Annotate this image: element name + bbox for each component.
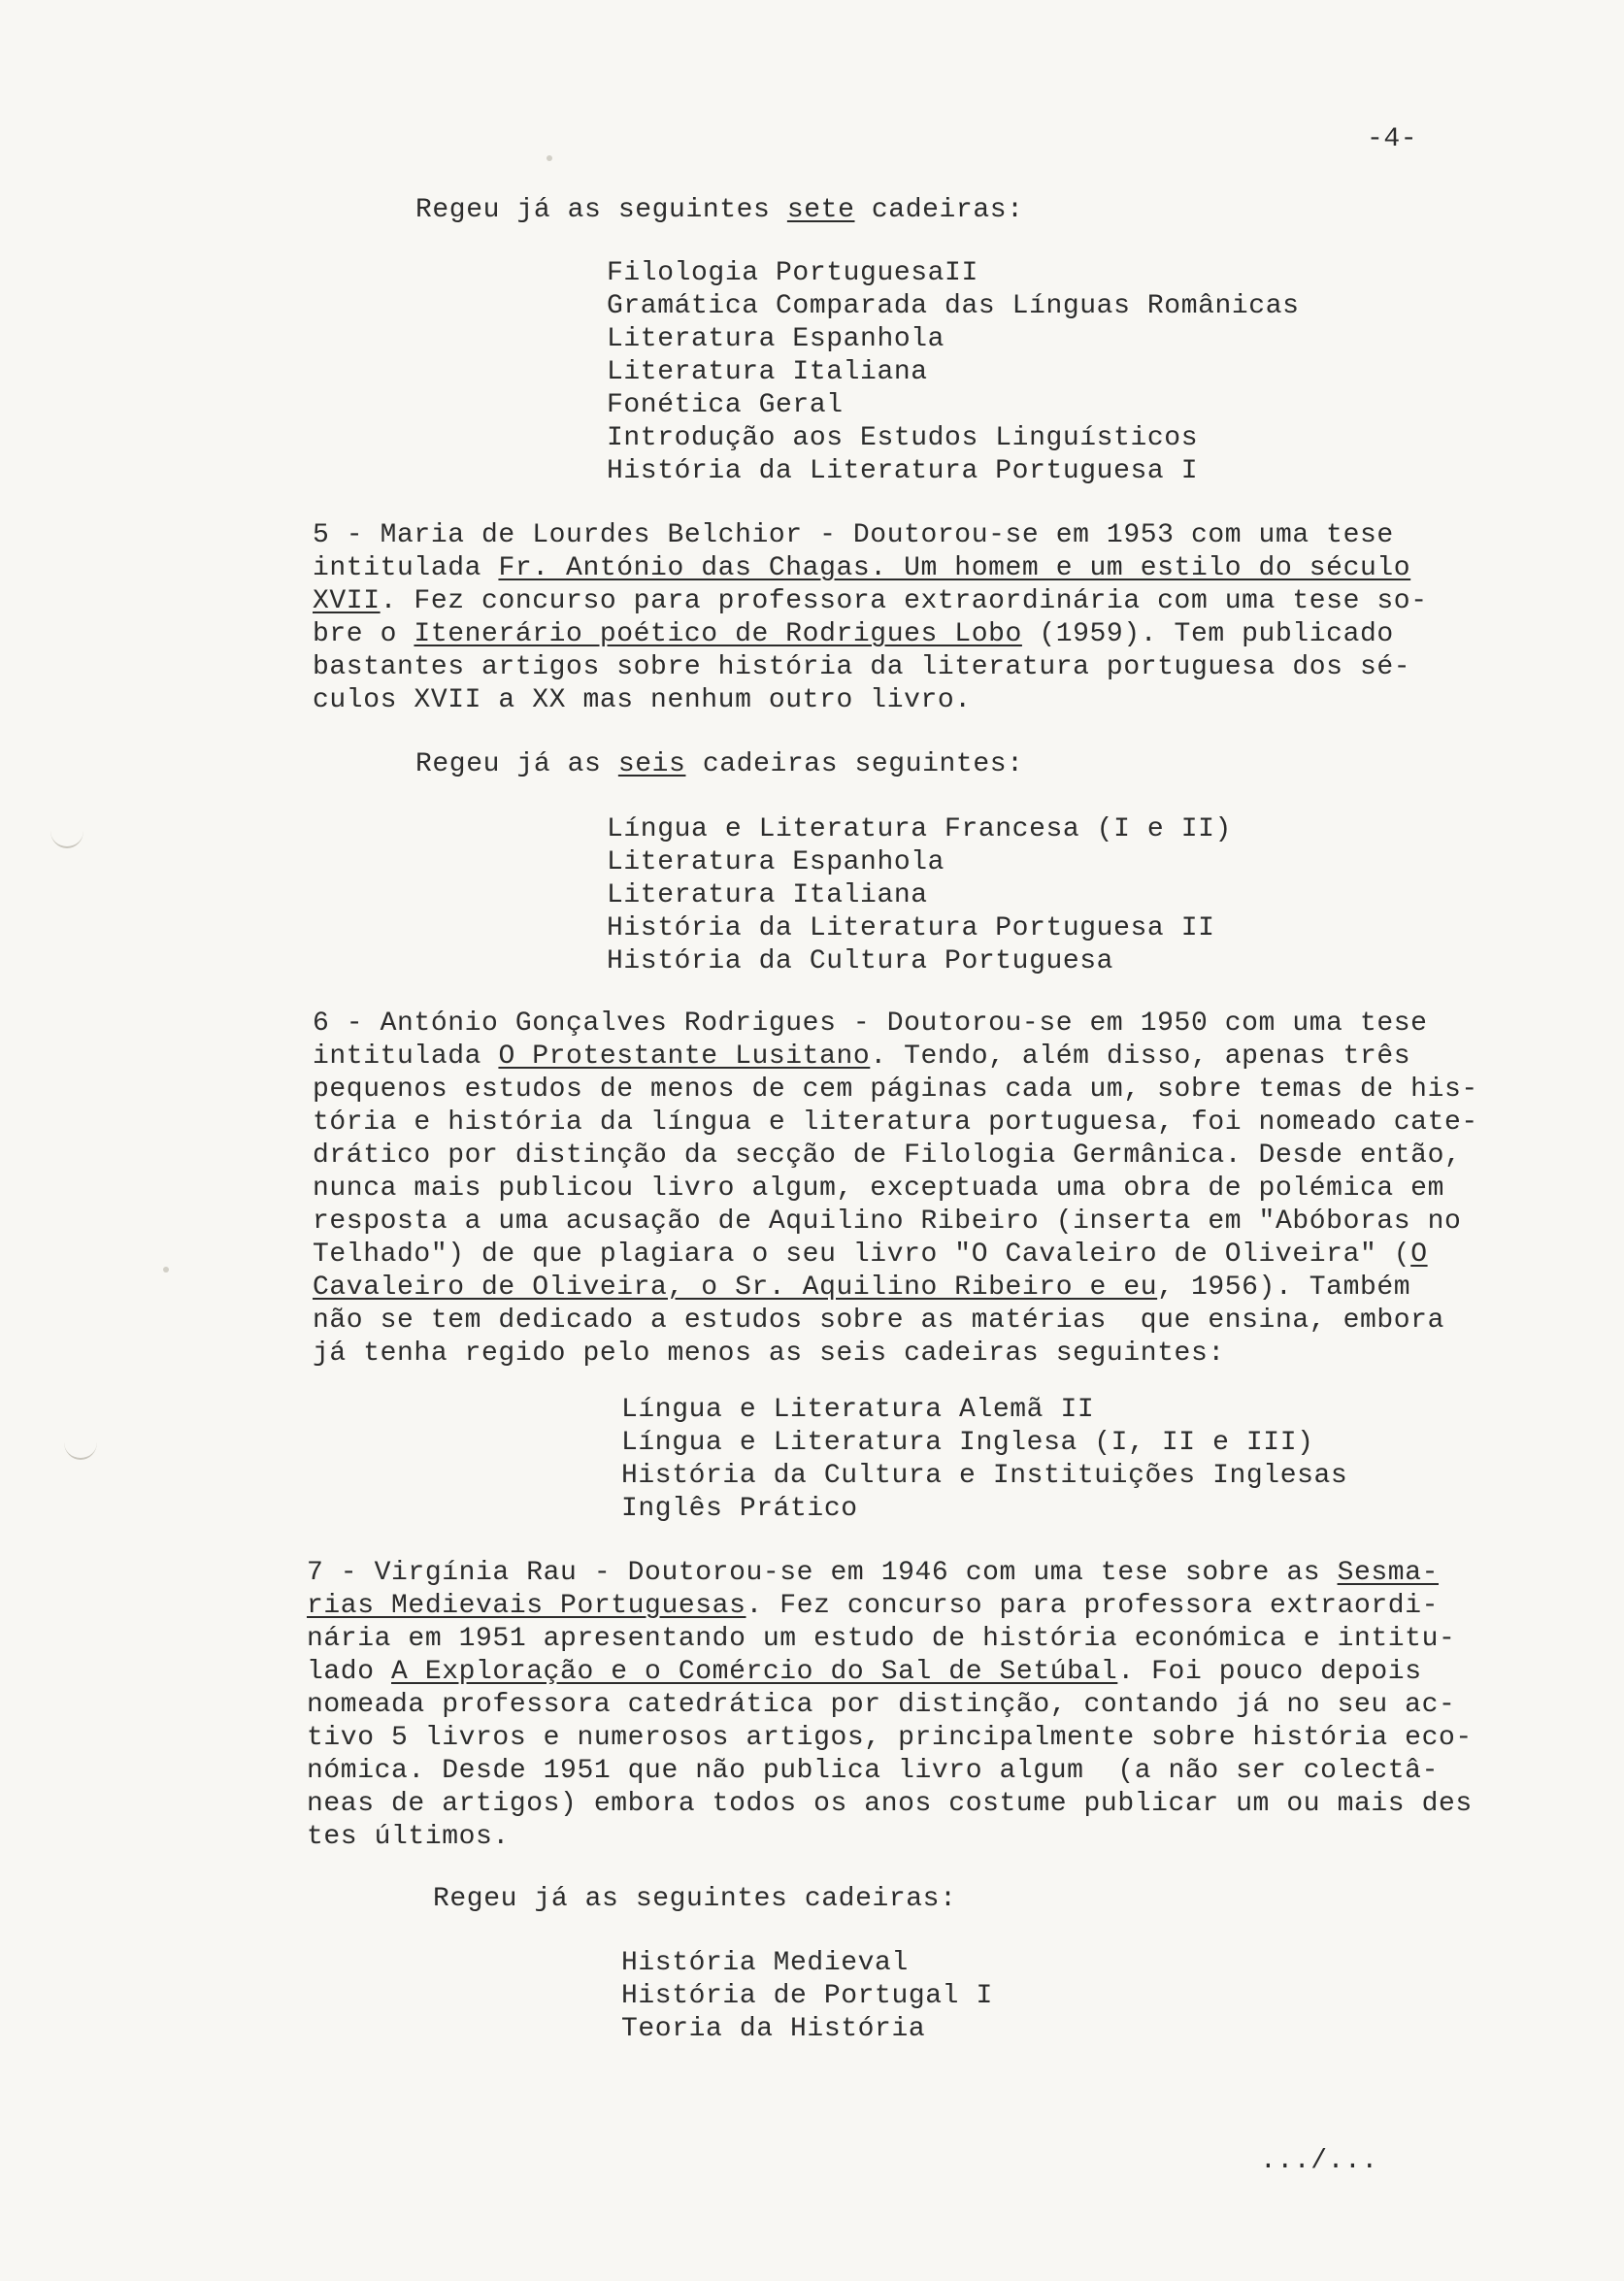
punch-hole-mark xyxy=(64,1425,97,1460)
paragraph-line: tivo 5 livros e numerosos artigos, principalmente sobre história eco- xyxy=(307,1723,1473,1753)
text-run: . Fez concurso para professora extraordi- xyxy=(746,1591,1439,1621)
paragraph-line: culos XVII a XX mas nenhum outro livro. xyxy=(313,685,972,715)
course-item: Literatura Italiana xyxy=(607,357,928,387)
paragraph-line xyxy=(313,618,1394,651)
intro-text: Regeu já as xyxy=(415,749,618,779)
course-item: Gramática Comparada das Línguas Românicas xyxy=(607,291,1300,321)
paragraph-line xyxy=(313,552,1410,585)
paragraph-line: já tenha regido pelo menos as seis cadeiras seguintes: xyxy=(313,1339,1225,1369)
book-title: XVII xyxy=(313,586,381,616)
course-item: História da Literatura Portuguesa I xyxy=(607,456,1199,486)
text-run: lado xyxy=(307,1657,392,1687)
paragraph-line: tes últimos. xyxy=(307,1822,510,1852)
paragraph-line: nómica. Desde 1951 que não publica livro algum (a não ser colectâ- xyxy=(307,1756,1439,1786)
page-number: -4- xyxy=(1367,124,1418,154)
underlined-word: seis xyxy=(617,749,686,779)
course-item: Literatura Italiana xyxy=(607,880,928,910)
book-title: O xyxy=(1410,1240,1428,1270)
paragraph-line: não se tem dedicado a estudos sobre as matérias que ensina, embora xyxy=(313,1306,1444,1336)
paragraph-line: nomeada professora catedrática por distinção, contando já no seu ac- xyxy=(307,1690,1456,1720)
text-run: . Foi pouco depois xyxy=(1117,1657,1422,1687)
course-item: Literatura Espanhola xyxy=(607,324,945,354)
text-run: bre o xyxy=(313,619,414,649)
course-item: Teoria da História xyxy=(621,2014,926,2044)
book-title: A Exploração e o Comércio do Sal de Setúbal xyxy=(391,1657,1118,1687)
book-title: rias Medievais Portuguesas xyxy=(307,1591,746,1621)
course-item: Fonética Geral xyxy=(607,390,844,420)
course-item: História da Cultura Portuguesa xyxy=(607,946,1114,976)
course-item: História da Cultura e Instituições Inglesas xyxy=(621,1461,1348,1491)
continuation-mark: .../... xyxy=(1260,2146,1378,2176)
course-item: Filologia PortuguesaII xyxy=(607,258,978,288)
paragraph-line xyxy=(313,1272,1410,1305)
course-item: História da Literatura Portuguesa II xyxy=(607,913,1215,943)
underlined-word: sete xyxy=(786,195,855,225)
intro-text: cadeiras: xyxy=(854,195,1024,225)
paragraph-line: pequenos estudos de menos de cem páginas cada um, sobre temas de his- xyxy=(313,1074,1478,1105)
paragraph-line: nária em 1951 apresentando um estudo de história económica e intitu- xyxy=(307,1624,1456,1654)
text-run: . Tendo, além disso, apenas três xyxy=(870,1041,1411,1072)
paragraph-line xyxy=(313,1041,1410,1074)
paragraph-line: bastantes artigos sobre história da literatura portuguesa dos sé- xyxy=(313,652,1411,682)
text-run: intitulada xyxy=(313,1041,499,1072)
text-run: intitulada xyxy=(313,553,499,583)
text-run: . Fez concurso para professora extraordinária com uma tese so- xyxy=(380,586,1428,616)
paragraph-line xyxy=(307,1590,1439,1623)
course-item: História Medieval xyxy=(621,1948,909,1978)
course-item: Literatura Espanhola xyxy=(607,847,945,877)
paragraph-line xyxy=(313,1239,1428,1272)
paragraph-line xyxy=(307,1557,1439,1590)
book-title: Cavaleiro de Oliveira, o Sr. Aquilino Ribeiro e eu xyxy=(313,1273,1158,1303)
course-item: Língua e Literatura Alemã II xyxy=(621,1395,1095,1425)
paragraph-line: resposta a uma acusação de Aquilino Ribeiro (inserta em "Abóboras no xyxy=(313,1207,1462,1237)
paragraph-line: neas de artigos) embora todos os anos costume publicar um ou mais des xyxy=(307,1789,1473,1819)
text-run: (1959). Tem publicado xyxy=(1021,619,1394,649)
course-item: Inglês Prático xyxy=(621,1494,858,1524)
book-title: Fr. António das Chagas. Um homem e um estilo do século xyxy=(498,553,1411,583)
course-item: História de Portugal I xyxy=(621,1981,993,2011)
ink-speck xyxy=(163,1267,169,1273)
paragraph-line: nunca mais publicou livro algum, exceptuada uma obra de polémica em xyxy=(313,1174,1444,1204)
section-intro: Regeu já as seguintes cadeiras: xyxy=(433,1884,957,1914)
ink-speck xyxy=(547,155,552,161)
section-intro xyxy=(415,748,1024,781)
book-title: Sesma- xyxy=(1337,1558,1439,1588)
punch-hole-mark xyxy=(50,813,83,848)
book-title: O Protestante Lusitano xyxy=(498,1041,871,1072)
paragraph-line xyxy=(307,1656,1422,1689)
course-item: Língua e Literatura Francesa (I e II) xyxy=(607,814,1232,844)
paragraph-line: tória e história da língua e literatura portuguesa, foi nomeado cate- xyxy=(313,1107,1478,1138)
text-run: , 1956). Também xyxy=(1157,1273,1411,1303)
intro-text: Regeu já as seguintes xyxy=(415,195,787,225)
text-run: 7 - Virgínia Rau - Doutorou-se em 1946 com uma tese sobre as xyxy=(307,1558,1338,1588)
course-item: Introdução aos Estudos Linguísticos xyxy=(607,423,1199,453)
course-item: Língua e Literatura Inglesa (I, II e III) xyxy=(621,1428,1314,1458)
book-title: Itenerário poético de Rodrigues Lobo xyxy=(414,619,1022,649)
paragraph-line: drático por distinção da secção de Filologia Germânica. Desde então, xyxy=(313,1140,1462,1171)
paragraph-line xyxy=(313,585,1428,618)
section-intro xyxy=(415,194,1024,227)
paragraph-line: 6 - António Gonçalves Rodrigues - Doutorou-se em 1950 com uma tese xyxy=(313,1008,1428,1039)
text-run: Telhado") de que plagiara o seu livro "O Cavaleiro de Oliveira" ( xyxy=(313,1240,1411,1270)
intro-text: cadeiras seguintes: xyxy=(685,749,1024,779)
paragraph-line: 5 - Maria de Lourdes Belchior - Doutorou-se em 1953 com uma tese xyxy=(313,520,1394,550)
